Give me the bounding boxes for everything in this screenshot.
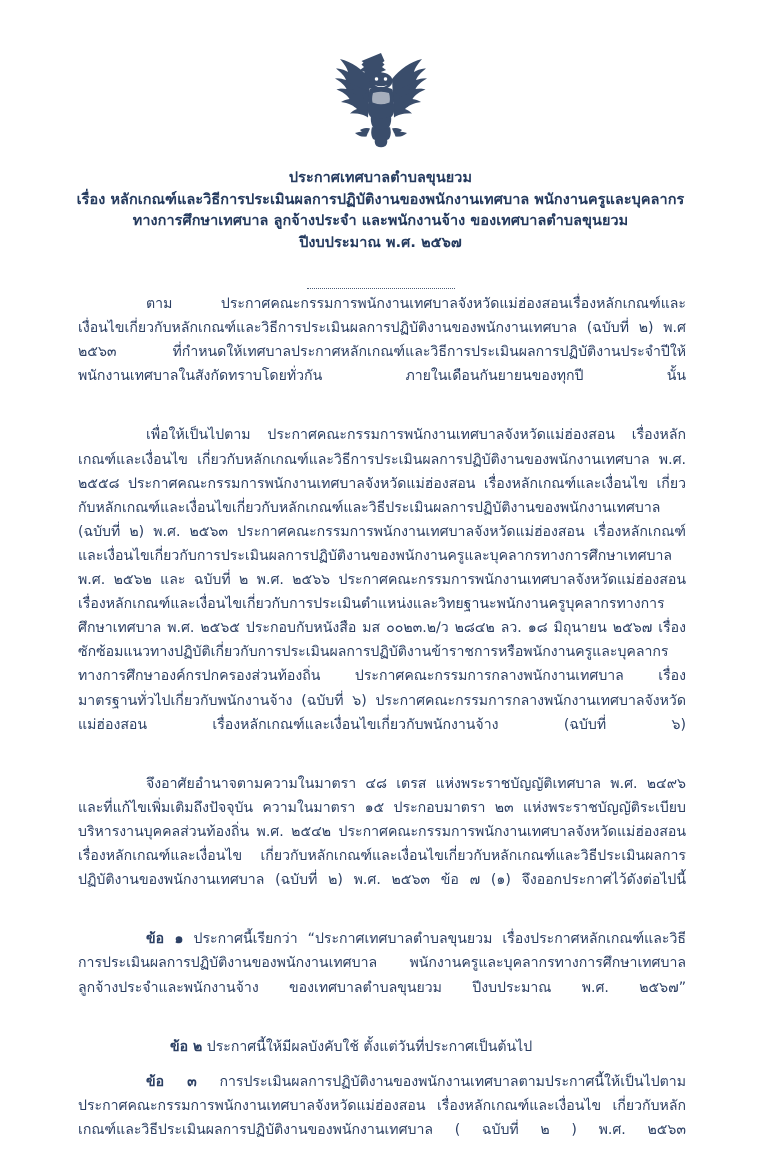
title-line-4: ปีงบประมาณ พ.ศ. ๒๕๖๗ — [299, 234, 462, 251]
document-title-block — [60, 168, 701, 254]
clause-1-text: ประกาศนี้เรียกว่า “ประกาศเทศบาลตำบลขุนยวม เรื่องประกาศหลักเกณฑ์และวิธีการประเมินผลการปฏิบัติงานของพนักงานเทศบาล พนักงานครูและบุคลากรทางการศึกษาเทศบาล ลูกจ้างประจำและพนักงานจ้าง ของเทศบาลตำบลขุนยวม ปีงบประมาณ พ.ศ. ๒๕๖๗” — [78, 931, 686, 996]
clause-3-text: การประเมินผลการปฏิบัติงานของพนักงานเทศบาลตามประกาศนี้ให้เป็นไปตามประกาศคณะกรรมการพนักงานเทศบาลจังหวัดแม่ฮ่องสอน เรื่องหลักเกณฑ์และเงื่อนไข เกี่ยวกับหลักเกณฑ์และวิธีประเมินผลการปฏิบัติงานของพนักงานเทศบาล ( ฉบับที่ ๒ ) พ.ศ. ๒๕๖๓ — [78, 1073, 687, 1138]
title-separator — [0, 274, 761, 293]
clause-2-text: ประกาศนี้ให้มีผลบังคับใช้ ตั้งแต่วันที่ประกาศเป็นต้นไป — [202, 1038, 533, 1055]
paragraph-chueng: จึงอาศัยอำนาจตามความในมาตรา ๔๘ เตรส แห่งพระราชบัญญัติเทศบาล พ.ศ. ๒๔๙๖ และที่แก้ไขเพิ่มเติมถึงปัจจุบัน ความในมาตรา ๑๕ ประกอบมาตรา ๒๓ แห่งพระราชบัญญัติระเบียบบริหารงานบุคคลส่วนท้องถิ่น พ.ศ. ๒๕๔๒ ประกาศคณะกรรมการพนักงานเทศบาลจังหวัดแม่ฮ่องสอน เรื่องหลักเกณฑ์และเงื่อนไข เกี่ยวกับหลักเกณฑ์และเงื่อนไขเกี่ยวกับหลักเกณฑ์และวิธีประเมินผลการปฏิบัติงานของพนักงานเทศบาล (ฉบับที่ ๒) พ.ศ. ๒๕๖๓ ข้อ ๗ (๑) จึงออกประกาศไว้ดังต่อไปนี้ — [78, 775, 686, 889]
garuda-emblem-icon — [327, 50, 435, 150]
clause-3 — [78, 1070, 686, 1166]
clause-2 — [78, 1035, 686, 1059]
title-line-3: ทางการศึกษาเทศบาล ลูกจ้างประจำ และพนักงานจ้าง ของเทศบาลตำบลขุนยวม — [132, 213, 629, 229]
title-line-2: เรื่อง หลักเกณฑ์และวิธีการประเมินผลการปฏิบัติงานของพนักงานเทศบาล พนักงานครูและบุคลากร — [76, 191, 685, 208]
clause-1-label: ข้อ ๑ — [146, 931, 184, 948]
title-line-1: ประกาศเทศบาลตำบลขุนยวม — [288, 170, 473, 186]
document-body — [78, 292, 686, 1166]
clause-3-label: ข้อ ๓ — [146, 1073, 197, 1090]
paragraph-tam: ตาม ประกาศคณะกรรมการพนักงานเทศบาลจังหวัดแม่ฮ่องสอนเรื่องหลักเกณฑ์และเงื่อนไขเกี่ยวกับหลักเกณฑ์และวิธีการประเมินผลการปฏิบัติงานของพนักงานเทศบาล (ฉบับที่ ๒) พ.ศ ๒๕๖๓ ที่กำหนดให้เทศบาลประกาศหลักเกณฑ์และวิธีการประเมินผลการปฏิบัติงานประจำปีให้พนักงานเทศบาลในสังกัดทราบโดยทั่วกัน ภายในเดือนกันยายนของทุกปี นั้น — [78, 296, 686, 385]
clause-2-label: ข้อ ๒ — [170, 1038, 203, 1055]
dotted-rule — [307, 287, 455, 289]
clause-1 — [78, 927, 686, 1023]
emblem-container — [0, 50, 761, 154]
paragraph-phuea: เพื่อให้เป็นไปตาม ประกาศคณะกรรมการพนักงานเทศบาลจังหวัดแม่ฮ่องสอน เรื่องหลักเกณฑ์และเงื่อนไข เกี่ยวกับหลักเกณฑ์และวิธีการประเมินผลการปฏิบัติงานของพนักงานเทศบาล พ.ศ. ๒๕๕๘ ประกาศคณะกรรมการพนักงานเทศบาลจังหวัดแม่ฮ่องสอน เรื่องหลักเกณฑ์และเงื่อนไข เกี่ยวกับหลักเกณฑ์และเงื่อนไขเกี่ยวกับหลักเกณฑ์และวิธีประเมินผลการปฏิบัติงานของพนักงานเทศบาล (ฉบับที่ ๒) พ.ศ. ๒๕๖๓ ประกาศคณะกรรมการพนักงานเทศบาลจังหวัดแม่ฮ่องสอน เรื่องหลักเกณฑ์และเงื่อนไขเกี่ยวกับการประเมินผลการปฏิบัติงานของพนักงานครูและบุคลากรทางการศึกษาเทศบาล พ.ศ. ๒๕๖๒ และ ฉบับที่ ๒ พ.ศ. ๒๕๖๖ ประกาศคณะกรรมการพนักงานเทศบาลจังหวัดแม่ฮ่องสอน เรื่องหลักเกณฑ์และเงื่อนไขเกี่ยวกับการประเมินตำแหน่งและวิทยฐานะพนักงานครูบุคลากรทางการศึกษาเทศบาล พ.ศ. ๒๕๖๕ ประกอบกับหนังสือ มส ๐๐๒๓.๒/ว ๒๘๔๒ ลว. ๑๘ มิถุนายน ๒๕๖๗ เรื่องซักซ้อมแนวทางปฏิบัติเกี่ยวกับการประเมินผลการปฏิบัติงานข้าราชการหรือพนักงานครูและบุคลากรทางการศึกษาองค์กรปกครองส่วนท้องถิ่น ประกาศคณะกรรมการกลางพนักงานเทศบาล เรื่อง มาตรฐานทั่วไปเกี่ยวกับพนักงานจ้าง (ฉบับที่ ๖) ประกาศคณะกรรมการกลางพนักงานเทศบาลจังหวัดแม่ฮ่องสอน เรื่องหลักเกณฑ์และเงื่อนไขเกี่ยวกับพนักงานจ้าง (ฉบับที่ ๖) — [78, 427, 686, 733]
